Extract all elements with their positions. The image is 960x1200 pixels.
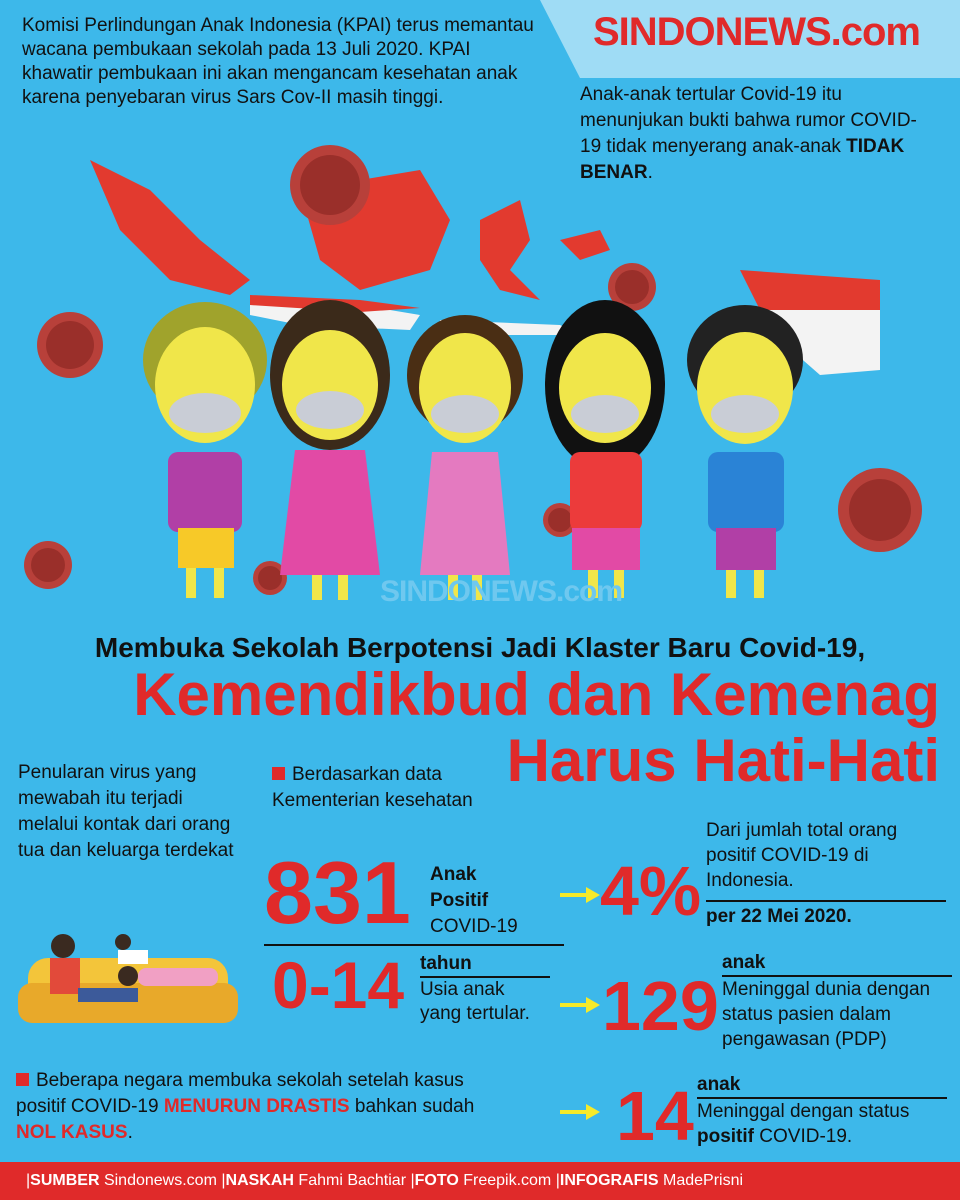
stat-831-value: 831 (264, 843, 411, 942)
data-basis (272, 762, 482, 814)
stat-129-label (722, 950, 952, 1052)
bullet-square-icon (16, 1073, 29, 1086)
family-sofa-icon (18, 928, 248, 1038)
countries-note-part-1: Beberapa negara membuka sekolah setelah kasus positif COVID-19 (16, 1070, 464, 1117)
footer-writer-key: NASKAH (225, 1172, 294, 1189)
stat-percent-date: per 22 Mei 2020. (706, 900, 946, 928)
stat-14-desc-1: Meninggal dengan status (697, 1101, 910, 1122)
stat-age-value: 0-14 (272, 948, 405, 1022)
footer-writer-value: Fahmi Bachtiar (298, 1172, 407, 1189)
countries-note-part-2: bahkan sudah (349, 1096, 475, 1117)
sindonews-logo[interactable]: SINDONEWS.com (592, 10, 920, 54)
stat-percent-desc: Dari jumlah total orang positif COVID-19 di Indonesia. (706, 820, 898, 891)
sindonews-watermark: SINDONEWS.com (380, 575, 623, 608)
stat-831-label (430, 862, 518, 940)
stat-129-desc: Meninggal dunia dengan status pasien dalam pengawasan (PDP) (722, 979, 931, 1050)
stat-age-label (420, 952, 550, 1026)
footer-graphic-value: MadePrisni (663, 1172, 744, 1189)
stat-14-value: 14 (616, 1077, 694, 1155)
arrow-right-icon (560, 1102, 600, 1122)
stat-14-desc-2: COVID-19. (754, 1126, 853, 1147)
rumor-note-end: . (647, 162, 653, 183)
stat-831-label-1: Anak (430, 864, 477, 885)
footer-photo-value: Freepik.com (463, 1172, 552, 1189)
intro-paragraph: Komisi Perlindungan Anak Indonesia (KPAI) terus memantau wacana pembukaan sekolah pada 13 Juli 2020. KPAI khawatir pembukaan ini akan mengancam kesehatan anak karena penyebaran virus Sars Cov-II masih tinggi. (22, 15, 534, 108)
footer-source-key: SUMBER (30, 1172, 100, 1189)
countries-note-emphasis-1: MENURUN DRASTIS (163, 1096, 350, 1117)
footer-source-value: Sindonews.com (103, 1172, 217, 1189)
map-children-illustration (0, 130, 960, 630)
stat-831-label-3: COVID-19 (430, 916, 518, 937)
bullet-square-icon (272, 767, 285, 780)
stat-percent-value: 4% (600, 852, 702, 930)
stat-14-label (697, 1072, 947, 1149)
children-icon (143, 300, 803, 600)
countries-note (16, 1068, 516, 1146)
headline-line-1: Membuka Sekolah Berpotensi Jadi Klaster Baru Covid-19, (94, 632, 866, 663)
stat-14-unit: anak (697, 1072, 947, 1099)
arrow-right-icon (560, 885, 600, 905)
data-basis-text: Berdasarkan data Kementerian kesehatan (272, 764, 473, 811)
rumor-note-emphasis: TIDAK BENAR (580, 136, 905, 183)
stat-age-unit: tahun (420, 952, 550, 978)
rumor-note-text: Anak-anak tertular Covid-19 itu menunjukan bukti bahwa rumor COVID-19 tidak menyerang anak-anak (580, 84, 917, 157)
footer-graphic-key: INFOGRAFIS (559, 1172, 659, 1189)
stat-129-value: 129 (602, 967, 719, 1045)
transmission-text: Penularan virus yang mewabah itu terjadi melalui kontak dari orang tua dan keluarga terdekat (18, 762, 234, 861)
arrow-right-icon (560, 995, 600, 1015)
stat-age-desc: Usia anak yang tertular. (420, 979, 530, 1024)
stat-14-desc-bold: positif (697, 1126, 754, 1147)
headline-line-2: Kemendikbud dan Kemenag (133, 661, 940, 728)
countries-note-part-3: . (127, 1122, 133, 1143)
footer-photo-key: FOTO (414, 1172, 459, 1189)
stat-129-unit: anak (722, 950, 952, 977)
credits-footer: |SUMBER Sindonews.com |NASKAH Fahmi Bachtiar |FOTO Freepik.com |INFOGRAFIS MadePrisni (0, 1162, 960, 1200)
countries-note-emphasis-2: NOL KASUS (16, 1122, 128, 1143)
headline-line-3: Harus Hati-Hati (506, 727, 940, 794)
divider (264, 944, 564, 946)
stat-831-label-2: Positif (430, 890, 489, 911)
